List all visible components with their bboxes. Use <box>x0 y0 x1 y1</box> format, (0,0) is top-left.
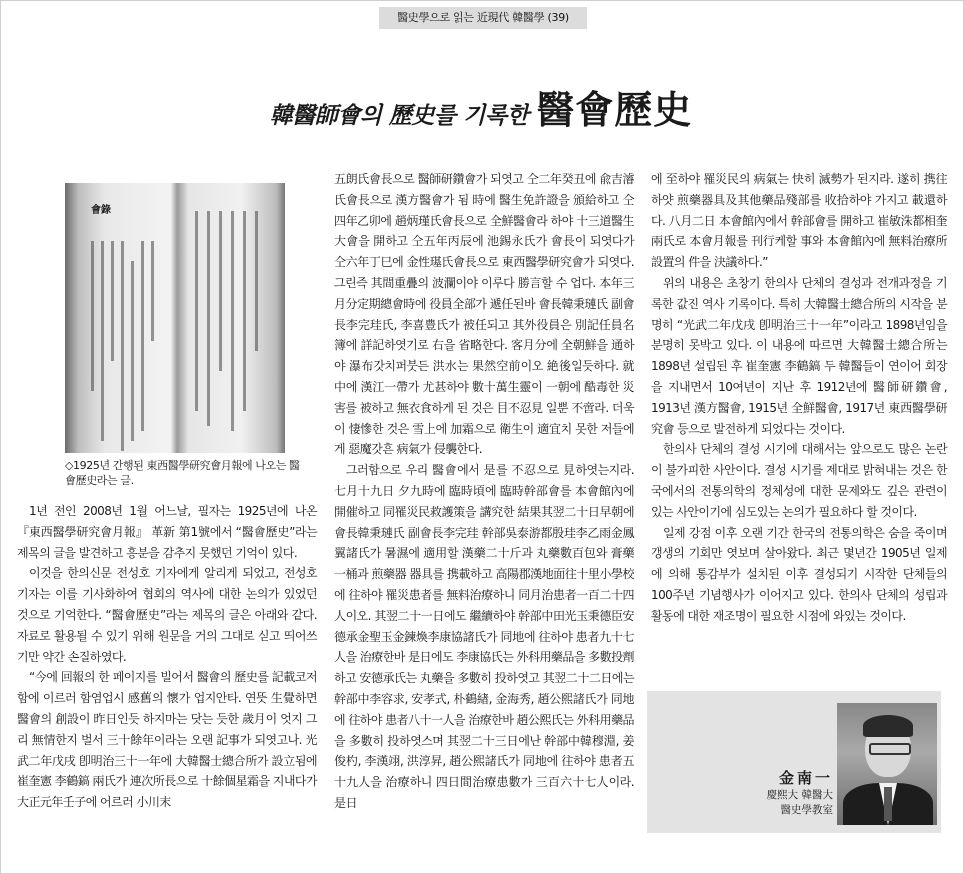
author-affiliation-line: 慶熙大 韓醫大 <box>766 789 833 801</box>
paragraph: “今에 回報의 한 페이지를 빌어서 醫會의 歷史를 記載코저함에 이르러 함염업시 感舊의 懷가 업지안타. 연뜻 生覺하면 醫會의 創設이 昨日인듯 하지마는 닷는 듯한 歲月이 엇지 그리 無情한지 벌서 三十餘年이라는 오랜 記事가 되엿고나. 光武二年戊戌 卽明治三十一年에 大韓醫士總合所가 設立됨에 崔奎憲 李鶴鎬 兩氏가 連次所長으로 十餘個星霜을 지내다가 大正元年壬子에 어르러 小川末 <box>17 670 317 810</box>
title-main: 醫會歷史 <box>536 87 693 132</box>
paragraph: 1년 전인 2008년 1월 어느날, 필자는 1925년에 나온 『東西醫學研究會月報』 革新 第1號에서 “醫會歷史”라는 제목의 글을 발견하고 흥분을 감추지 못했던 기억이 있다. <box>17 504 317 560</box>
paragraph: 일제 강점 이후 오랜 기간 한국의 전통의학은 숨을 죽이며 갱생의 기회만 엿보며 살아왔다. 최근 몇년간 1905년 일제에 의해 통감부가 설치된 이후 결성되기 시작한 단체들의 100주년 기념행사가 이어지고 있다. 한의사 단체의 성립과 활동에 대한 재조명이 필요한 시점에 와있는 것이다. <box>651 525 947 623</box>
author-name: 金南一 <box>778 769 833 787</box>
author-affiliation-line: 醫史學教室 <box>780 804 833 816</box>
document-photo <box>65 183 285 453</box>
article-title <box>201 79 761 134</box>
author-box <box>647 691 941 833</box>
series-header-tab: 醫史學으로 읽는 近現代 韓醫學 (39) <box>379 7 587 29</box>
document-photo-text-columns <box>83 201 267 433</box>
title-prefix: 韓醫師會의 歷史를 기록한 <box>269 102 529 129</box>
paragraph: 한의사 단체의 결성 시기에 대해서는 앞으로도 많은 논란이 불가피한 사안이다. 결성 시기를 제대로 밝혀내는 것은 한국에서의 전통의학의 정체성에 대한 문제와도 깊은 관련이 있는 사안이기에 심도있는 논의가 필요하다 할 것이다. <box>651 442 947 519</box>
paragraph: 이것을 한의신문 전성호 기자에게 알리게 되었고, 전성호 기자는 이를 기사화하여 협회의 역사에 대한 논의가 있었던 것으로 기억한다. “醫會歷史”라는 제목의 글은 아래와 같다. 자료로 활용될 수 있기 위해 원문을 거의 그대로 싣고 띄어쓰기만 약간 손질하였다. <box>17 566 317 664</box>
author-affiliation <box>767 788 833 818</box>
author-portrait <box>837 703 937 825</box>
photo-caption: ◇1925년 간행된 東西醫學研究會月報에 나오는 醫會歷史라는 글. <box>65 459 300 487</box>
paragraph: 그러함으로 우리 醫會에서 是를 不忍으로 見하엿는지라. 七月十九日 夕九時에 臨時頃에 臨時幹部會를 本會館內에 開催하고 同罹災民救護策을 講究한 結果其翌二十日早朝에 會長韓秉璉氏 副會長李完珪 幹部吳泰游都殷珪李乙雨金鳳翼諸氏가 暑濕에 適用할 漢藥二十斤과 丸藥數百包와 膏藥一桶과 煎藥器 器具를 携載하고 高陽郡漢地面往十里小學校에 往하야 罹災患者를 無料治療하니 同月治患者一百二十四人이오. 其翌二十一日에도 繼續하야 幹部中田光玉秉德臣安德承金聖玉金鍊煥李康協諸氏가 同地에 往하야 患者九十七人을 治療한바 是日에도 李康協氏는 外科用藥品을 多數投劑하고 安德承氏는 丸藥을 多數히 投하엿고 其翌二十二日에는 幹部中李容求, 安孝式, 朴鶴緖, 金海秀, 趙公熙諸氏가 同地에 往하야 患者八十一人을 治療한바 趙公熙氏는 外科用藥品을 多數히 投하엿스며 其翌二十三日에난 幹部中韓穆淵, 姜俊杓, 李漢翊, 洪淳昇, 趙公熙諸氏가 同地에 往하야 患者五十九人을 治療하니 四日間治療患數가 三百六十七人이라. 是日 <box>334 463 634 810</box>
paragraph: 에 至하야 罹災民의 病氣는 快히 滅勢가 된지라. 遂히 携往하얏 煎藥器具及其他藥品殘部를 收拾하야 가지고 載還하다. 八月二日 本會館內에서 幹部會를 開하고 崔敏洙都相奎兩氏로 本會月報를 刊行케할 事와 本會館內에 無料治療所設置의 件을 決議하다.” <box>651 172 947 270</box>
article-column-2 <box>334 169 634 814</box>
document-photo-heading: 會錄 <box>91 205 111 216</box>
article-column-3 <box>651 169 947 627</box>
paragraph: 五朗氏會長으로 醫師研鑽會가 되엿고 仝二年癸丑에 兪吉濬氏會長으로 漢方醫會가 됨 時에 醫生免許證을 頒給하고 仝四年乙卯에 趙炳瑾氏會長으로 全鮮醫會라 하야 十三道醫生大會을 開하고 仝五年丙辰에 池錫永氏가 會長이 되엿다가 仝六年丁巳에 金性璂氏會長으로 東西醫學研究會가 되엿다. 그린즉 其間重疊의 波瀾이야 이루다 勝言할 수 업다. 本年三月分定期總會時에 役員全部가 遞任된바 會長韓秉璉氏 副會長李完珪氏, 李喜豊氏가 被任되고 其外役員은 別記任員名簿에 詳記하엿기로 右을 省略한다. 客月分에 全朝鮮을 通하야 瀑布갓치퍼붓든 洪水는 果然空前이오 絶後일듯하다. 就中에 漢江一帶가 尤甚하야 數十萬生靈이 一朝에 酷毒한 災害를 被하고 無衣食하게 된 것은 目不忍見 일뿐 不啻라. 더욱이 悽慘한 것은 雪上에 加霜으로 衛生이 適宜치 못한 저들에게 惡魔갓흔 病氣가 侵襲한다. <box>334 172 634 457</box>
paragraph: 위의 내용은 초창기 한의사 단체의 결성과 전개과정을 기록한 값진 역사 기록이다. 특히 大韓醫士總合所의 시작을 분명히 “光武二年戊戌 卽明治三十一年”이라고 1898년임을 분명히 못박고 있다. 이 내용에 따르면 大韓醫士總合所는 1898년 설립된 후 崔奎憲 李鶴鎬 두 韓醫들이 연이어 회장을 지내면서 10여년이 지난 후 1912년에 醫師研鑽會, 1913년 漢方醫會, 1915년 全鮮醫會, 1917년 東西醫學研究會 등으로 발전하게 되었다는 것이다. <box>651 275 947 436</box>
article-column-1 <box>17 501 317 813</box>
